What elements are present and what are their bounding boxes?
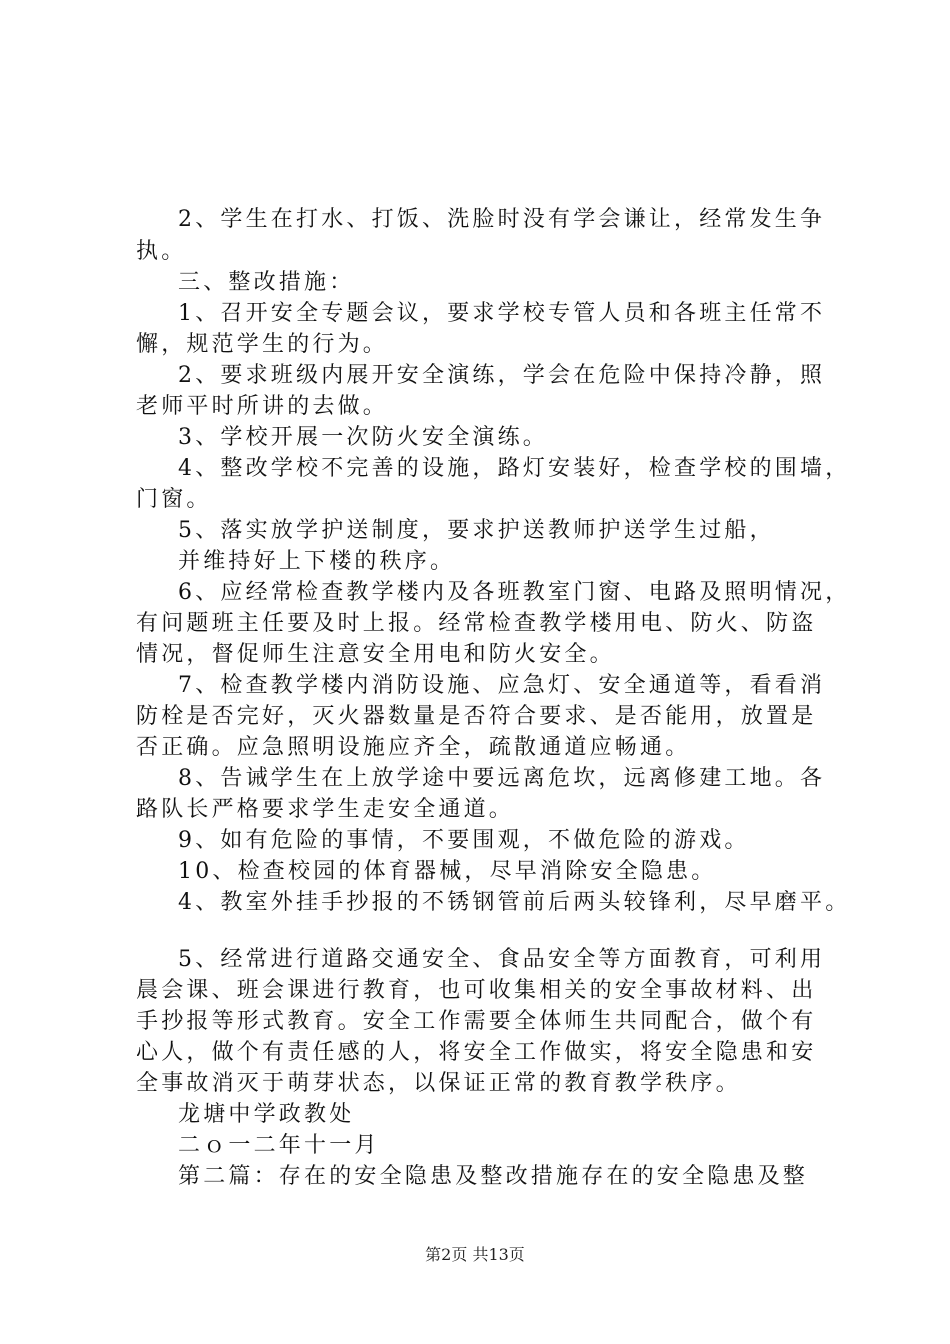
text-line: 懈，规范学生的行为。 (136, 332, 389, 357)
text-line: 2、要求班级内展开安全演练，学会在危险中保持冷静，照 (178, 363, 826, 388)
text-line: 老师平时所讲的去做。 (136, 394, 389, 419)
text-line: 8、告诫学生在上放学途中要远离危坎，远离修建工地。各 (178, 766, 826, 791)
text-line: 晨会课、班会课进行教育，也可收集相关的安全事故材料、出 (136, 978, 817, 1003)
text-line: 防栓是否完好，灭火器数量是否符合要求、是否能用，放置是 (136, 704, 817, 729)
text-line: 执。 (136, 239, 187, 264)
text-line: 有问题班主任要及时上报。经常检查教学楼用电、防火、防盗 (136, 611, 817, 636)
text-line: 1、召开安全专题会议，要求学校专管人员和各班主任常不 (178, 301, 826, 326)
text-line: 2、学生在打水、打饭、洗脸时没有学会谦让，经常发生争 (178, 207, 826, 232)
text-line: 6、应经常检查教学楼内及各班教室门窗、电路及照明情况， (178, 580, 851, 605)
signature-date: 二ｏ一二年十一月 (178, 1133, 380, 1158)
text-line: 手抄报等形式教育。安全工作需要全体师生共同配合，做个有 (136, 1009, 817, 1034)
text-line: 全事故消灭于萌芽状态，以保证正常的教育教学秩序。 (136, 1071, 741, 1096)
text-line: 4、整改学校不完善的设施，路灯安装好，检查学校的围墙， (178, 456, 851, 481)
text-line: 并维持好上下楼的秩序。 (178, 549, 456, 574)
text-line: 5、落实放学护送制度，要求护送教师护送学生过船， (178, 518, 775, 543)
section-heading: 三、整改措施： (178, 270, 355, 295)
text-line: 7、检查教学楼内消防设施、应急灯、安全通道等，看看消 (178, 673, 826, 698)
text-line: 否正确。应急照明设施应齐全，疏散通道应畅通。 (136, 735, 691, 760)
page-number-footer: 第2页 共13页 (425, 1245, 525, 1264)
text-line: 5、经常进行道路交通安全、食品安全等方面教育，可利用 (178, 947, 826, 972)
text-line: 4、教室外挂手抄报的不锈钢管前后两头较锋利，尽早磨平。 (178, 890, 851, 915)
signature-org: 龙塘中学政教处 (178, 1102, 355, 1127)
text-line: 第二篇：存在的安全隐患及整改措施存在的安全隐患及整 (178, 1164, 809, 1189)
text-line: 路队长严格要求学生走安全通道。 (136, 797, 515, 822)
text-line: 3、学校开展一次防火安全演练。 (178, 425, 548, 450)
text-line: 10、检查校园的体育器械，尽早消除安全隐患。 (178, 859, 717, 884)
text-line: 心人，做个有责任感的人，将安全工作做实，将安全隐患和安 (136, 1040, 817, 1065)
text-line: 9、如有危险的事情，不要围观，不做危险的游戏。 (178, 828, 750, 853)
text-line: 门窗。 (136, 487, 212, 512)
text-line: 情况，督促师生注意安全用电和防火安全。 (136, 642, 615, 667)
